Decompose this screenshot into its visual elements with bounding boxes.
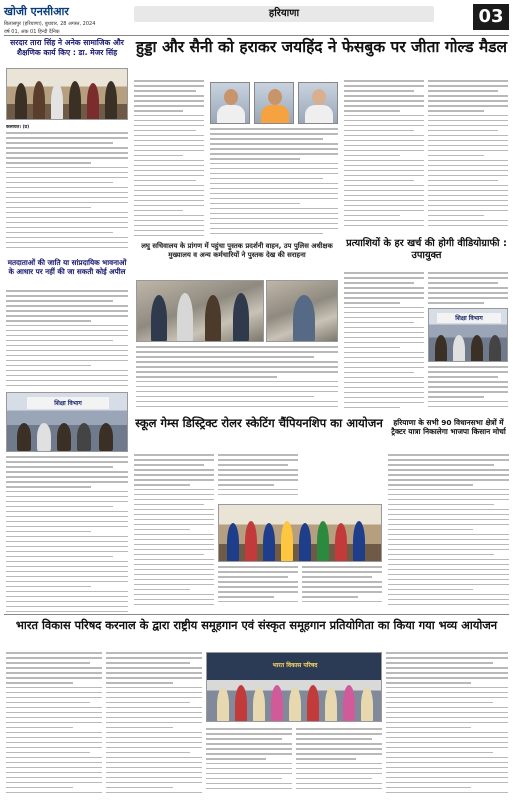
story-sardar-text: [6, 132, 128, 252]
story-voters: [6, 258, 128, 276]
sub-line: वर्ष 01, अंक 01 हिन्दी दैनिक: [4, 29, 60, 35]
story-bharat-text-col2: [106, 652, 202, 796]
meeting-banner-left: शिक्षा विभाग: [54, 400, 82, 407]
story-bharat-text-col5: [386, 652, 508, 796]
brand-name: खोजी एनसीआर: [4, 5, 69, 18]
bottom-rule: [4, 614, 509, 615]
story-candidates-text-col1: [344, 272, 424, 412]
date-line: बिलासपुर (हरियाणा), बुधवार, 28 अगस्त, 2024: [4, 21, 96, 27]
story-bjp: [388, 418, 509, 437]
page-number: 03: [473, 4, 509, 30]
story-voters-text: [6, 290, 128, 390]
story-bjp-text: [388, 454, 509, 610]
story-hooda-subhead-box: [134, 242, 340, 260]
portrait-1: [210, 82, 250, 124]
story-candidates-headline: प्रत्याशियों के हर खर्च की होगी वीडियोग्राफी : उपायुक्त: [346, 238, 507, 261]
portrait-2: [254, 82, 294, 124]
story-hooda-text-col1: [134, 80, 204, 240]
masthead: [4, 4, 509, 34]
story-skating-text-col4: [302, 566, 382, 610]
story-hooda: [134, 38, 509, 57]
story-bharat-text-col4: [296, 728, 382, 796]
story-hooda-text-col3: [344, 80, 424, 230]
section-title: हरियाणा: [134, 6, 434, 22]
story-bharat-headline: भारत विकास परिषद करनाल के द्वारा राष्ट्रीय समूहगान एवं संस्कृत समूहगान प्रतियोगिता का किया गया भव्य आयोजन: [15, 618, 498, 632]
story-skating-headline: स्कूल गेम्स डिस्ट्रिक्ट रोलर स्केटिंग चैंपियनशिप का आयोजन: [135, 416, 383, 430]
portrait-3: [298, 82, 338, 124]
story-bjp-headline: हरियाणा के सभी 90 विधानसभा क्षेत्रों में ट्रैक्टर यात्रा निकालेगा भाजपा किसान मोर्चा: [391, 418, 506, 437]
education-meeting-photo: [6, 392, 128, 452]
stage-banner: भारत विकास परिषद: [272, 662, 318, 669]
story-bharat-text-col3: [206, 728, 292, 796]
story-skating-text-col1: [134, 454, 214, 610]
story-candidates-text-col3: [428, 366, 508, 412]
meeting-banner-right: शिक्षा विभाग: [455, 315, 483, 322]
story-skating-text-col2: [218, 454, 298, 500]
masthead-left: [4, 4, 124, 35]
skating-winners-photo: [218, 504, 382, 562]
story-hooda-text-col4: [428, 80, 508, 230]
story-voters-text-2: [6, 456, 128, 616]
story-bharat: [4, 618, 509, 632]
story-hooda-subheadline: लघु सचिवालय के प्रांगण में पहुंचा पुस्तक प्रदर्शनी वाहन, उप पुलिस अधीक्षक मुख्यालय व अन्य कर्मचारियों ने पुस्तक देख की सराहना: [141, 242, 333, 259]
officer-photo: [266, 280, 338, 342]
story-sardar: [4, 38, 130, 57]
story-sardar-body: [6, 124, 128, 132]
story-bharat-text-col1: [6, 652, 102, 796]
story-skating: [134, 416, 384, 430]
story-voters-headline: मतदाताओं की जाति या सांप्रदायिक भावनाओं के आधार पर नहीं की जा सकती कोई अपील: [7, 258, 127, 276]
story-candidates: [344, 238, 509, 262]
award-ceremony-photo: [6, 68, 128, 120]
story-sardar-headline: सरदार तारा सिंह ने अनेक सामाजिक और शैक्षणिक कार्य किए : डा. मेजर सिंह: [10, 38, 124, 57]
story-hooda-text-col2: [210, 128, 338, 238]
story-candidates-text-col2: [428, 272, 508, 306]
story-sardar-byline: कलायत। (प्र): [6, 125, 30, 130]
book-exhibition-photo: [136, 280, 264, 342]
story-skating-text-col3: [218, 566, 298, 610]
masthead-rule: [4, 35, 509, 36]
story-exhibition-text: [136, 346, 338, 414]
candidates-meeting-photo: [428, 308, 508, 362]
story-hooda-headline: हुड्डा और सैनी को हराकर जयहिंद ने फेसबुक पर जीता गोल्ड मैडल: [135, 38, 508, 56]
competition-stage-photo: [206, 652, 382, 722]
